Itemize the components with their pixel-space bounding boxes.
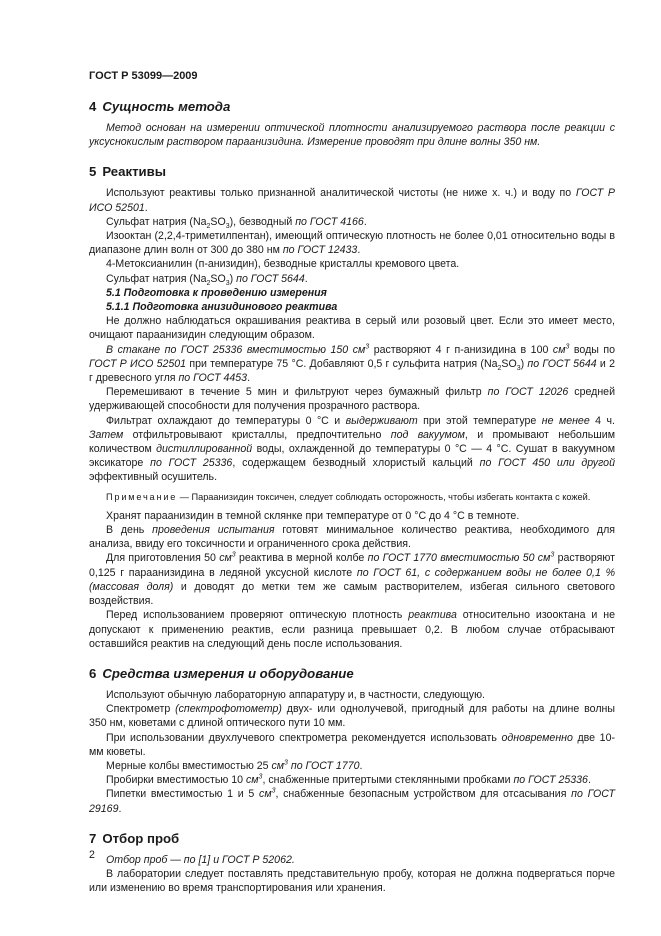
paragraph <box>89 523 615 551</box>
standard-ref: по ГОСТ 1770 вместимостью 50 см <box>367 552 551 565</box>
document-body <box>89 98 615 895</box>
text: одновременно <box>501 731 573 744</box>
text: не менее <box>541 414 590 427</box>
text: ) <box>229 272 237 285</box>
text: Пипетки вместимостью 1 и 5 <box>106 788 260 801</box>
text: эффективный осушитель. <box>89 471 218 484</box>
text: отфильтровывают кристаллы, предпочтительно <box>123 428 391 441</box>
text: готовят минимальное количество реактива, необходимого для анализа, ввиду его токсичности и ограниченного срока действия. <box>89 524 616 551</box>
superscript: 3 <box>565 343 570 351</box>
text: средней удерживающей способности для получения прозрачного раствора. <box>89 386 615 413</box>
paragraph <box>89 759 615 773</box>
paragraph: Не должно наблюдаться окрашивания реактива в серый или розовый цвет. Если это имеет место, очищают параанизидин следующим образом. <box>89 315 615 342</box>
paragraph <box>89 343 615 386</box>
paragraph <box>89 702 615 730</box>
note-text: — Параанизидин токсичен, следует соблюдать осторожность, чтобы избегать контакта с кожей. <box>177 491 591 502</box>
section-title: Сущность метода <box>102 99 231 114</box>
text: растворяют 4 г п-анизидина в 100 <box>369 343 553 356</box>
section-number: 6 <box>89 665 97 681</box>
standard-ref: по ГОСТ 29169 <box>89 788 615 815</box>
paragraph: Хранят параанизидин в темной склянке при температуре от 0 °С до 4 °С в темноте. <box>106 509 520 522</box>
section-4-text: Метод основан на измерении оптической плотности анализируемого раствора после реакции с уксуснокислым раствором параанизидина. Измерение проводят при длине волны 350 нм. <box>89 122 615 149</box>
text: см <box>271 759 285 772</box>
text: , и промывают небольшим количеством <box>89 428 615 456</box>
text: Фильтрат охлаждают до температуры 0 °С и <box>106 414 346 427</box>
superscript: 3 <box>271 787 276 795</box>
text: и 2 г древесного угля <box>89 357 615 385</box>
section-6-heading <box>89 665 615 682</box>
standard-ref: по ГОСТ 25336 <box>150 457 233 470</box>
section-5-heading <box>89 163 615 180</box>
text: SO <box>210 215 226 228</box>
standard-ref: ГОСТ Р ИСО 52501 <box>89 187 615 214</box>
section-title: Отбор проб <box>102 830 180 846</box>
text: В день <box>106 524 153 537</box>
superscript: 3 <box>365 343 370 351</box>
text: Перед использованием проверяют оптическую плотность <box>106 609 409 622</box>
subsection-5-1-1-heading: 5.1.1 Подготовка анизидинового реактива <box>106 301 338 314</box>
text: реактива в мерной колбе <box>235 552 368 565</box>
text: Затем <box>89 428 124 441</box>
text: Пробирки вместимостью 10 <box>106 774 246 787</box>
paragraph <box>89 787 615 815</box>
text: (спектрофотометр) <box>175 703 282 716</box>
text: две 10-мм кюветы. <box>89 731 615 758</box>
standard-ref: по ГОСТ 5644 <box>236 272 305 285</box>
text: двух- или однолучевой, пригодный для работы на длине волны 350 нм, кюветами с длиной оптического пути 10 мм. <box>89 703 615 730</box>
text: воды, охлажденной до температуры 0 °С — 4 °С. Сушат в вакуумном эксикаторе <box>89 443 615 470</box>
text: Сульфат натрия (Na <box>106 215 207 228</box>
text: . <box>587 774 591 787</box>
standard-ref: по ГОСТ 1770 <box>287 759 360 772</box>
text: Используют реактивы только признанной аналитической чистоты (не ниже х. ч.) и воду по <box>106 187 576 200</box>
superscript: 3 <box>550 551 555 559</box>
standard-ref: по ГОСТ 4453 <box>178 372 248 385</box>
text: . <box>357 244 361 257</box>
standard-ref: по ГОСТ 61, с содержанием воды не более 0,1 % (массовая доля) <box>89 566 615 593</box>
text: 4 ч. <box>589 414 615 427</box>
paragraph <box>89 186 615 214</box>
text: ) <box>520 357 528 370</box>
text: см <box>259 788 272 801</box>
text: Сульфат натрия (Na <box>106 272 207 285</box>
paragraph <box>89 385 615 413</box>
superscript: 3 <box>284 759 288 767</box>
subsection-5-1-heading: 5.1 Подготовка к проведению измерения <box>106 286 327 299</box>
text: см <box>552 343 566 356</box>
text: В стакане по ГОСТ 25336 вместимостью 150 см <box>106 343 366 356</box>
text: реактива <box>408 609 457 622</box>
document-header: ГОСТ Р 53099—2009 <box>89 70 198 82</box>
text: . <box>304 272 308 285</box>
standard-ref: ГОСТ Р ИСО 52501 <box>89 357 187 370</box>
subscript: 3 <box>516 364 521 372</box>
text: растворяют 0,125 г параанизидина в ледяной уксусной кислоте <box>89 552 615 579</box>
text: SO <box>210 272 226 285</box>
paragraph: Отбор проб — по [1] и ГОСТ Р 52062. <box>106 853 295 866</box>
subscript: 2 <box>206 222 211 230</box>
paragraph <box>89 414 615 485</box>
text: Спектрометр <box>106 703 176 716</box>
text: , снабженные безопасным устройством для отсасывания <box>275 788 572 801</box>
text: см <box>219 552 232 565</box>
text: и доводят до метки тем же самым растворителем, избегая сильного светового воздействия. <box>89 580 615 608</box>
standard-ref: по ГОСТ 25336 <box>513 774 588 787</box>
section-title: Средства измерения и оборудование <box>102 665 354 681</box>
text: Изооктан (2,2,4-триметилпентан), имеющий оптическую плотность не более 0,01 относительно воды в диапазоне длин волн от 300 до 380 нм <box>89 230 615 257</box>
paragraph <box>89 773 615 787</box>
note <box>89 491 615 503</box>
section-7-heading <box>89 830 615 847</box>
section-number: 5 <box>89 164 97 180</box>
text: проведения испытания <box>152 524 275 537</box>
text: при температуре 75 °С. Добавляют 0,5 г сульфита натрия (Na <box>186 357 498 370</box>
paragraph <box>89 608 615 651</box>
text: Для приготовления 50 <box>106 552 220 565</box>
paragraph <box>89 731 615 759</box>
section-4-heading <box>89 98 615 115</box>
text: . <box>144 201 148 214</box>
text: см <box>245 774 259 787</box>
subscript: 3 <box>225 279 230 287</box>
paragraph: 4-Метоксианилин (п-анизидин), безводные кристаллы кремового цвета. <box>106 258 460 271</box>
text: Перемешивают в течение 5 мин и фильтруют через бумажный фильтр <box>106 386 488 399</box>
subscript: 3 <box>225 222 230 230</box>
text: При использовании двухлучевого спектрометра рекомендуется использовать <box>106 731 502 744</box>
paragraph: В лаборатории следует поставлять представительную пробу, которая не должна подвергаться порче или изменению во время транспортирования или хранения. <box>89 867 615 895</box>
section-number: 4 <box>89 99 97 114</box>
superscript: 3 <box>258 773 263 781</box>
text: Мерные колбы вместимостью 25 <box>106 759 272 772</box>
standard-ref: по ГОСТ 4166 <box>295 215 364 228</box>
text: воды по <box>569 343 616 356</box>
paragraph: Используют обычную лабораторную аппаратуру и, в частности, следующую. <box>106 688 485 701</box>
text: , содержащем безводный хлористый кальций <box>232 457 480 470</box>
standard-ref: по ГОСТ 12026 <box>487 386 569 399</box>
subscript: 2 <box>497 364 502 372</box>
section-title: Реактивы <box>102 164 167 180</box>
standard-ref: по ГОСТ 450 или другой <box>479 457 615 470</box>
text: . <box>359 759 363 772</box>
standard-ref: по ГОСТ 12433 <box>282 244 358 257</box>
section-number: 7 <box>89 830 97 846</box>
text: . <box>118 802 122 815</box>
text: выдерживают <box>345 414 418 427</box>
standard-ref: по ГОСТ 5644 <box>527 357 597 370</box>
text: под вакуумом <box>390 428 465 441</box>
superscript: 3 <box>231 551 236 559</box>
paragraph <box>89 551 615 608</box>
page-number: 2 <box>89 849 95 861</box>
text: . <box>363 215 367 228</box>
text: дистиллированной <box>156 443 253 456</box>
text: при этой температуре <box>417 414 542 427</box>
text: . <box>247 372 251 385</box>
subscript: 2 <box>206 279 211 287</box>
text: SO <box>501 357 517 370</box>
text: ), безводный <box>229 215 296 228</box>
text: , снабженные притертыми стеклянными пробками <box>262 774 514 787</box>
text: относительно изооктана и не допускают к применению реактив, если разница превышает 0,2. В любом случае отбрасывают оставшийся реактив на следующий день после использования. <box>89 609 615 650</box>
paragraph <box>89 272 615 286</box>
paragraph <box>89 229 615 257</box>
note-label: Примечание <box>106 491 178 502</box>
paragraph <box>89 215 615 229</box>
